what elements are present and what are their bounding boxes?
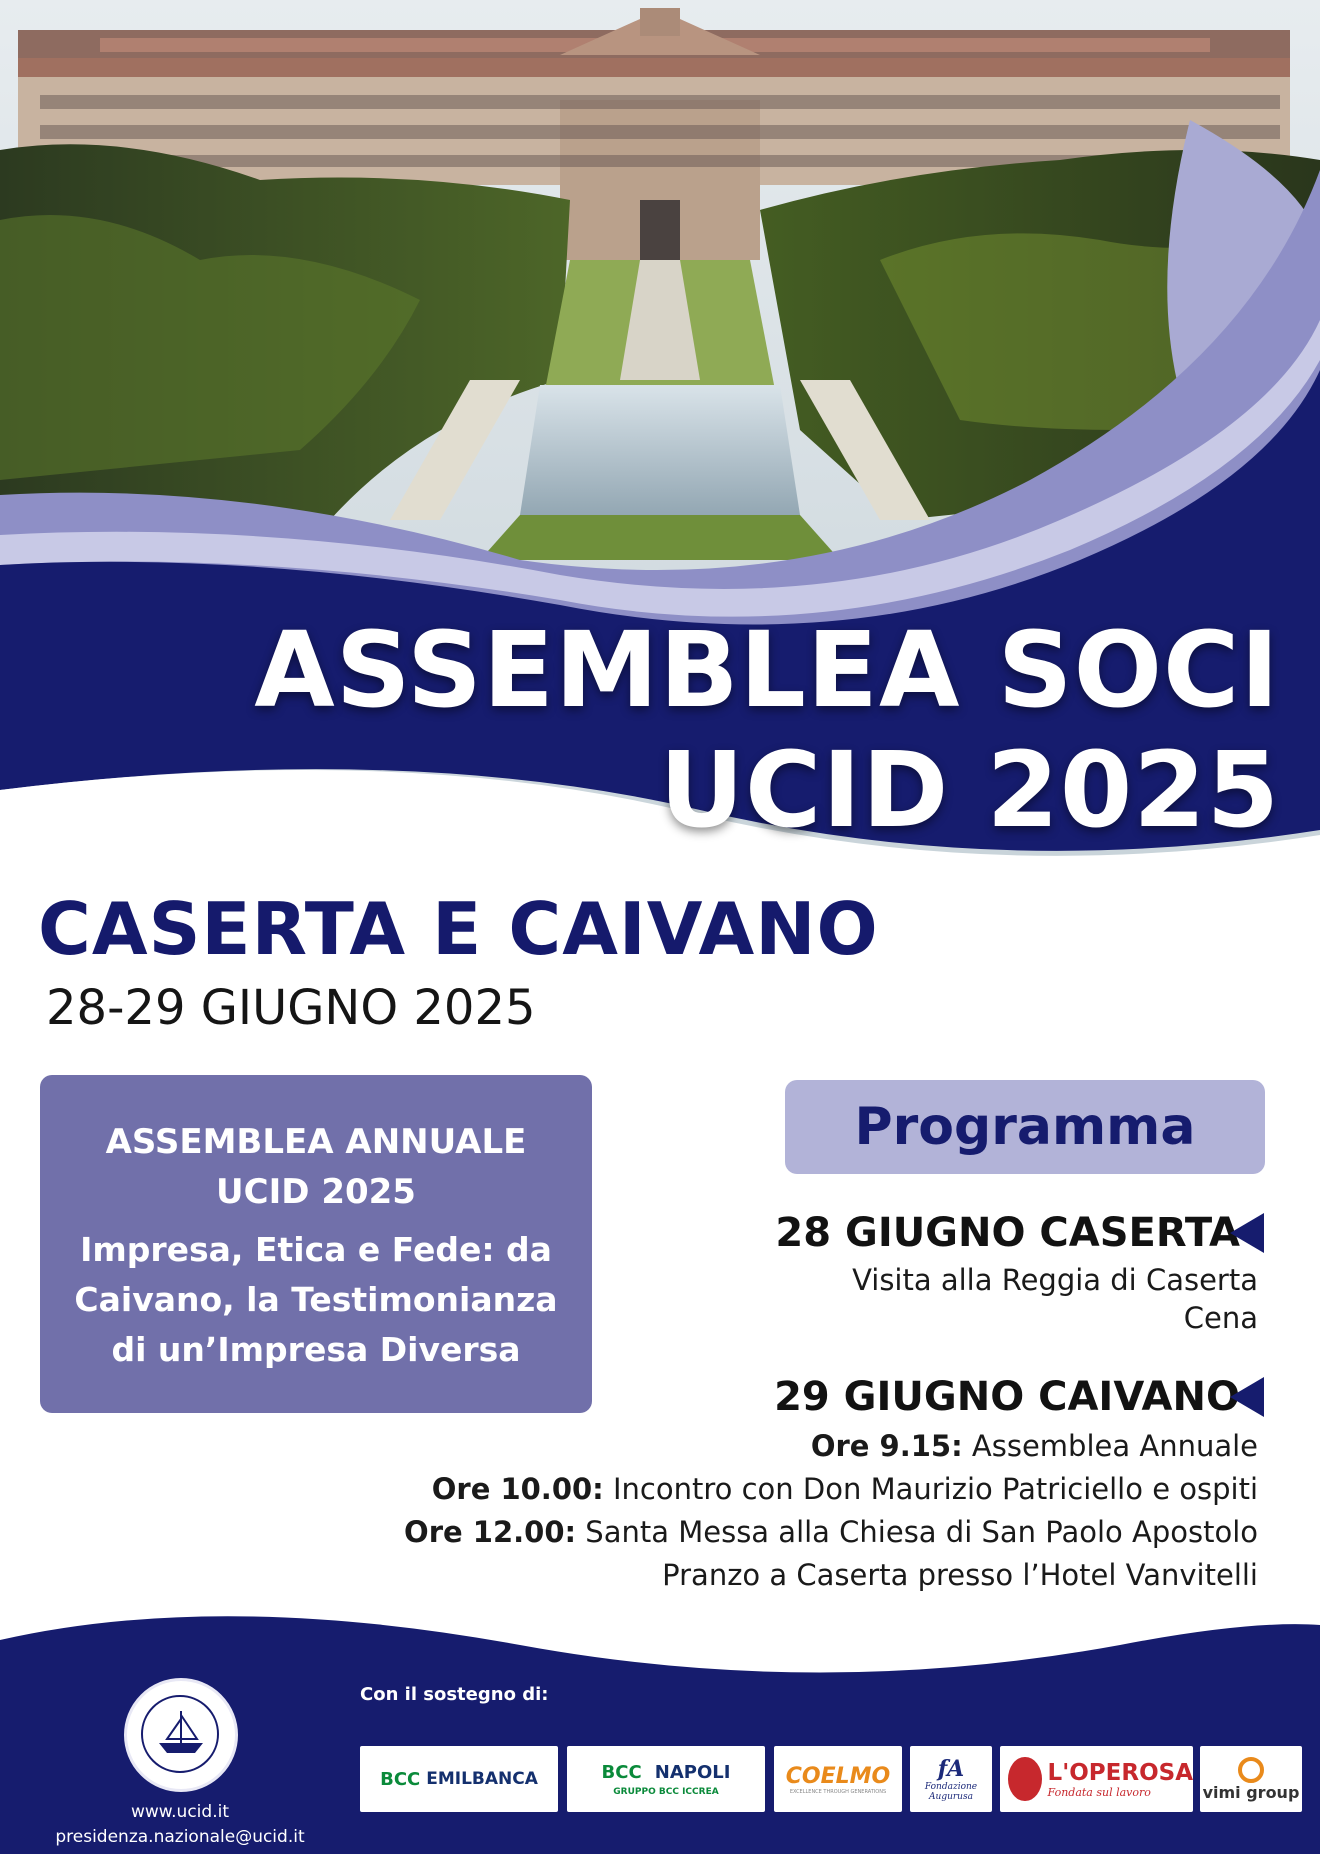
sponsor-logo-bcc-emilbanca — [360, 1746, 558, 1812]
sponsor-label: Fondazione — [924, 1782, 978, 1792]
assembly-theme-line3: di un’Impresa Diversa — [111, 1330, 521, 1369]
sponsor-label: COELMO — [785, 1763, 891, 1789]
poster-title-line1: ASSEMBLEA SOCI — [254, 609, 1280, 731]
assembly-info-box — [40, 1075, 592, 1413]
poster-title-line2: UCID 2025 — [659, 729, 1280, 851]
triangle-left-icon — [1230, 1377, 1264, 1417]
sponsor-label: vimi group — [1202, 1782, 1300, 1802]
assembly-theme — [40, 1225, 592, 1375]
program-day1-title: 28 GIUGNO CASERTA — [775, 1210, 1240, 1256]
program-day1-item: Visita alla Reggia di Caserta — [852, 1263, 1258, 1297]
vimi-mark-icon — [1238, 1757, 1264, 1783]
sponsor-sub: Augurusa — [929, 1792, 973, 1802]
event-dates: 28-29 GIUGNO 2025 — [46, 980, 536, 1036]
sponsor-label: L'OPEROSA — [1047, 1759, 1193, 1786]
sponsor-logo-loperosa — [1000, 1746, 1193, 1812]
program-day2-item — [662, 1555, 1258, 1595]
email-link[interactable]: presidenza.nazionale@ucid.it — [55, 1827, 305, 1847]
assembly-theme-line2: Caivano, la Testimonianza — [74, 1280, 558, 1319]
sponsor-sub: GRUPPO BCC ICCREA — [613, 1786, 719, 1797]
program-activity: Santa Messa alla Chiesa di San Paolo Apostolo — [576, 1515, 1258, 1549]
gear-icon — [1008, 1757, 1042, 1801]
website-link[interactable]: www.ucid.it — [131, 1802, 229, 1822]
sponsor-sub: EXCELLENCE THROUGH GENERATIONS — [789, 1788, 887, 1795]
program-day2-item — [432, 1469, 1258, 1509]
program-day2-title: 29 GIUGNO CAIVANO — [774, 1374, 1240, 1420]
ship-icon — [127, 1681, 235, 1789]
program-day1-item: Cena — [1183, 1301, 1258, 1335]
program-heading: Programma — [785, 1080, 1265, 1174]
program-day2-item — [811, 1426, 1258, 1466]
triangle-left-icon — [1230, 1213, 1264, 1253]
sponsor-logo-coelmo — [774, 1746, 902, 1812]
program-activity: Pranzo a Caserta presso l’Hotel Vanvitelli — [662, 1558, 1258, 1592]
sponsor-logo-bcc-napoli — [567, 1746, 765, 1812]
program-time: Ore 9.15: — [810, 1429, 963, 1463]
sponsor-logo-vimi-group — [1200, 1746, 1302, 1812]
bcc-mark: BCC — [380, 1768, 421, 1790]
program-time: Ore 12.00: — [404, 1515, 577, 1549]
assembly-title — [40, 1117, 592, 1217]
ucid-seal-logo — [124, 1678, 238, 1792]
sponsor-sub: Fondata sul lavoro — [1047, 1785, 1151, 1799]
program-day2-item — [404, 1512, 1258, 1552]
sponsor-label: NAPOLI — [654, 1761, 731, 1783]
bcc-mark: BCC — [601, 1761, 642, 1783]
assembly-title-line1: ASSEMBLEA ANNUALE — [105, 1122, 527, 1162]
program-activity: Assemblea Annuale — [962, 1429, 1258, 1463]
fa-mark: fA — [937, 1756, 965, 1782]
event-location: CASERTA E CAIVANO — [38, 887, 879, 971]
sponsor-label: EMILBANCA — [426, 1769, 538, 1789]
program-activity: Incontro con Don Maurizio Patriciello e ospiti — [603, 1472, 1258, 1506]
sponsor-logo-fondazione-augurusa — [910, 1746, 992, 1812]
program-time: Ore 10.00: — [431, 1472, 604, 1506]
assembly-title-line2: UCID 2025 — [216, 1172, 416, 1212]
assembly-theme-line1: Impresa, Etica e Fede: da — [80, 1230, 552, 1269]
support-label: Con il sostegno di: — [360, 1684, 549, 1705]
